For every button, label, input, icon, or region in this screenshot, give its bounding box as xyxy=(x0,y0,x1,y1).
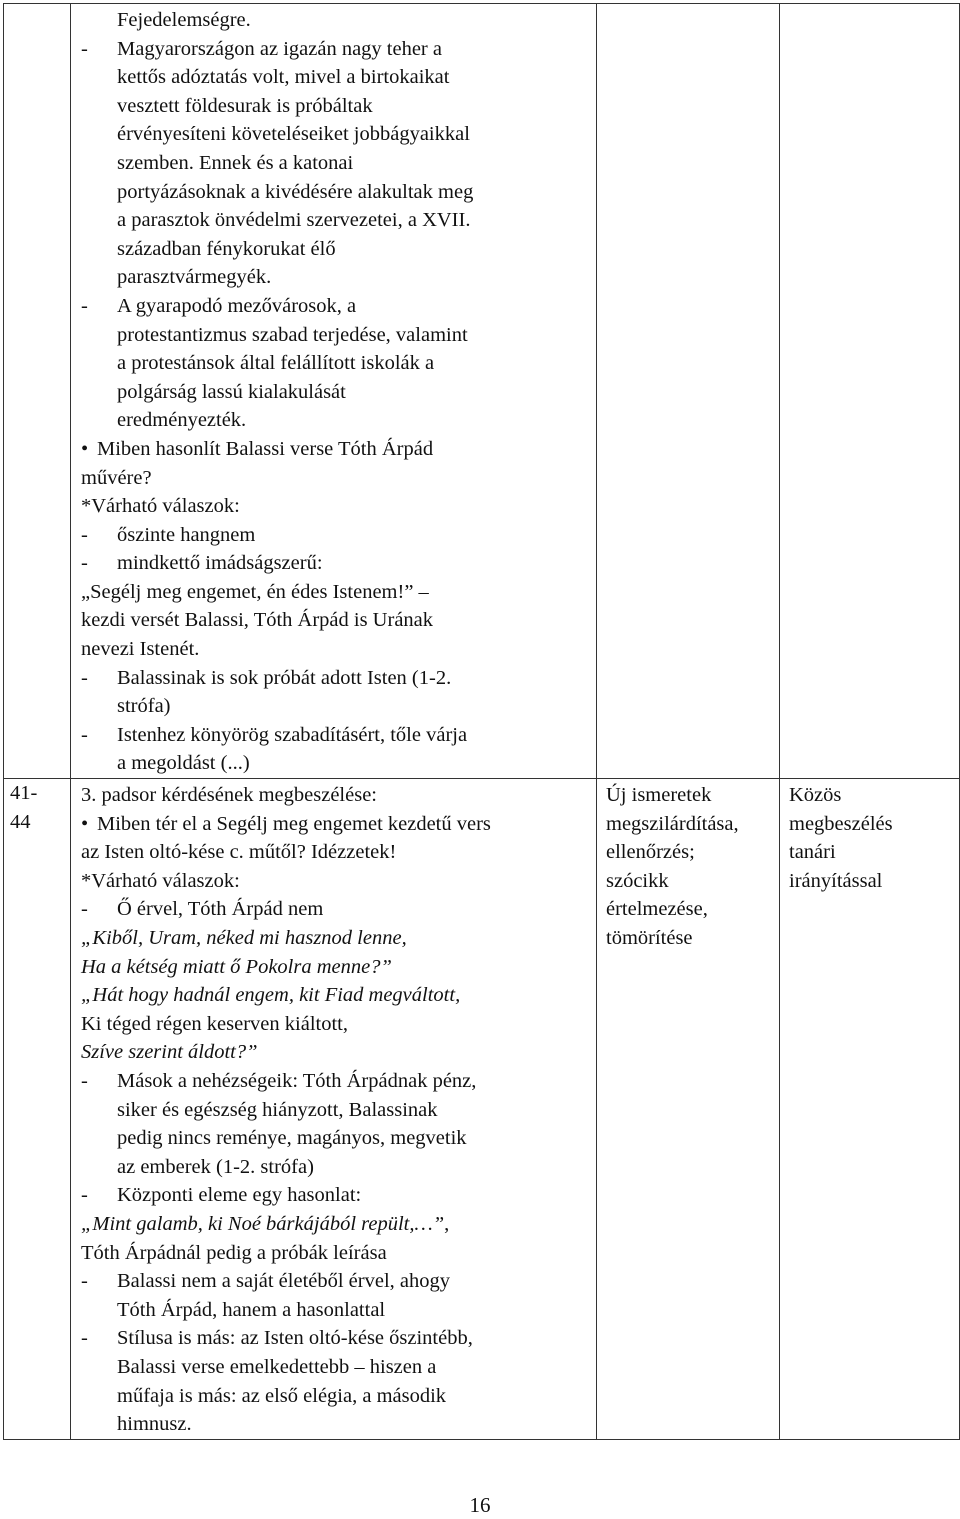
table-row xyxy=(4,4,960,779)
table-row xyxy=(4,779,960,1440)
method-line: irányítással xyxy=(789,869,883,892)
dash-marker: - xyxy=(81,294,88,317)
bullet-question: • Miben tér el a Segélj meg engemet kezdetű vers xyxy=(81,810,590,839)
goal-cell xyxy=(597,779,780,1440)
text-line: *Várható válaszok: xyxy=(81,495,240,518)
poem-quote-line: Szíve szerint áldott?” xyxy=(81,1041,258,1064)
continuation-line: vesztett földesurak is próbáltak xyxy=(117,94,373,117)
dash-marker: - xyxy=(81,666,88,689)
goal-line: ellenőrzés; xyxy=(606,841,695,864)
content-cell xyxy=(71,779,597,1440)
method-cell xyxy=(780,779,960,1440)
dash-list-item: - A gyarapodó mezővárosok, a xyxy=(81,292,590,321)
method-line: megbeszélés xyxy=(789,812,893,835)
continuation-line: Tóth Árpád, hanem a hasonlattal xyxy=(117,1298,386,1321)
bullet-question: • Miben hasonlít Balassi verse Tóth Árpád xyxy=(81,435,590,464)
dash-list-item: - őszinte hangnem xyxy=(81,521,590,550)
method-cell xyxy=(780,4,960,779)
dash-list-item: - Magyarországon az igazán nagy teher a xyxy=(81,35,590,64)
method-text xyxy=(780,779,959,895)
goal-line: tömörítése xyxy=(606,927,693,949)
continuation-line: a parasztok önvédelmi szervezetei, a XVII. xyxy=(117,209,471,232)
text-line: művére? xyxy=(81,466,152,489)
dash-marker: - xyxy=(81,1184,88,1207)
continuation-line: században fénykorukat élő xyxy=(117,237,336,260)
continuation-line: polgárság lassú kialakulását xyxy=(117,380,346,403)
dash-marker: - xyxy=(81,523,88,546)
dash-marker: - xyxy=(81,723,88,746)
continuation-line: Balassi verse emelkedettebb – hiszen a xyxy=(117,1355,437,1378)
bullet-marker: • xyxy=(81,437,89,460)
row-number-cell xyxy=(4,779,71,1440)
goal-line: értelmezése, xyxy=(606,898,708,921)
poem-quote-line: „Mint galamb, ki Noé bárkájából repült,…”, xyxy=(81,1212,450,1235)
continuation-line: műfaja is más: az első elégia, a második xyxy=(117,1384,447,1407)
continuation-line: a protestánsok által felállított iskolák a xyxy=(117,352,435,375)
text-line: „Segélj meg engemet, én édes Istenem!” – xyxy=(81,580,429,603)
goal-text xyxy=(597,779,779,953)
continuation-line: portyázásoknak a kivédésére alakultak meg xyxy=(117,180,474,203)
text-line: Tóth Árpádnál pedig a próbák leírása xyxy=(81,1241,387,1264)
method-line: Közös xyxy=(789,784,842,807)
poem-quote-line: Ha a kétség miatt ő Pokolra menne?” xyxy=(81,955,392,978)
continuation-line: a megoldást (...) xyxy=(117,752,250,775)
continuation-line: kettős adóztatás volt, mivel a birtokaikat xyxy=(117,66,450,89)
dash-list-item: - Balassinak is sok próbát adott Isten (1-2. xyxy=(81,664,590,693)
continuation-line: parasztvármegyék. xyxy=(117,266,272,289)
dash-list-item: - Balassi nem a saját életéből érvel, ahogy xyxy=(81,1267,590,1296)
goal-cell xyxy=(597,4,780,779)
dash-list-item: - Stílusa is más: az Isten oltó-kése őszintébb, xyxy=(81,1324,590,1353)
content-lines xyxy=(71,779,596,1439)
text-line: az Isten oltó-kése c. műtől? Idézzetek! xyxy=(81,841,397,864)
continuation-line: érvényesíteni követeléseiket jobbágyaikkal xyxy=(117,123,470,146)
text-line: kezdi versét Balassi, Tóth Árpád is Urának xyxy=(81,609,434,632)
dash-marker: - xyxy=(81,1327,88,1350)
continuation-line: szemben. Ennek és a katonai xyxy=(117,151,354,174)
poem-quote-line: „Kiből, Uram, néked mi hasznod lenne, xyxy=(81,927,407,949)
content-cell xyxy=(71,4,597,779)
continuation-line: protestantizmus szabad terjedése, valamint xyxy=(117,323,468,346)
goal-line: megszilárdítása, xyxy=(606,812,739,835)
continuation-line: Fejedelemségre. xyxy=(117,9,251,31)
text-line: nevezi Istenét. xyxy=(81,638,200,661)
dash-list-item: - mindkettő imádságszerű: xyxy=(81,549,590,578)
dash-list-item: - Központi eleme egy hasonlat: xyxy=(81,1181,590,1210)
dash-marker: - xyxy=(81,37,88,60)
method-line: tanári xyxy=(789,841,836,864)
dash-marker: - xyxy=(81,1069,88,1092)
continuation-line: strófa) xyxy=(117,695,171,718)
continuation-line: himnusz. xyxy=(117,1413,192,1436)
poem-quote-line: „Hát hogy hadnál engem, kit Fiad megváltott, xyxy=(81,984,461,1007)
text-line: *Várható válaszok: xyxy=(81,869,240,892)
text-line: 3. padsor kérdésének megbeszélése: xyxy=(81,784,377,807)
dash-marker: - xyxy=(81,898,88,921)
continuation-line: siker és egészség hiányzott, Balassinak xyxy=(117,1098,438,1121)
continuation-line: pedig nincs reménye, magányos, megvetik xyxy=(117,1127,467,1150)
continuation-line: az emberek (1-2. strófa) xyxy=(117,1155,314,1178)
lesson-plan-table xyxy=(3,3,960,1440)
dash-list-item: - Ő érvel, Tóth Árpád nem xyxy=(81,895,590,924)
content-lines xyxy=(71,4,596,778)
goal-line: szócikk xyxy=(606,869,669,892)
dash-list-item: - Mások a nehézségeik: Tóth Árpádnak pénz, xyxy=(81,1067,590,1096)
page-number: 16 xyxy=(469,1493,491,1517)
dash-marker: - xyxy=(81,552,88,575)
row-number-cell xyxy=(4,4,71,779)
dash-marker: - xyxy=(81,1270,88,1293)
dash-list-item: - Istenhez könyörög szabadításért, tőle várja xyxy=(81,721,590,750)
row-number: 41- 44 xyxy=(10,782,38,833)
bullet-marker: • xyxy=(81,812,89,835)
quote-text: „Mint galamb, ki Noé bárkájából repült,…” xyxy=(81,1212,445,1235)
text-line: Ki téged régen keserven kiáltott, xyxy=(81,1012,348,1035)
goal-line: Új ismeretek xyxy=(606,784,712,807)
continuation-line: eredményezték. xyxy=(117,409,247,432)
